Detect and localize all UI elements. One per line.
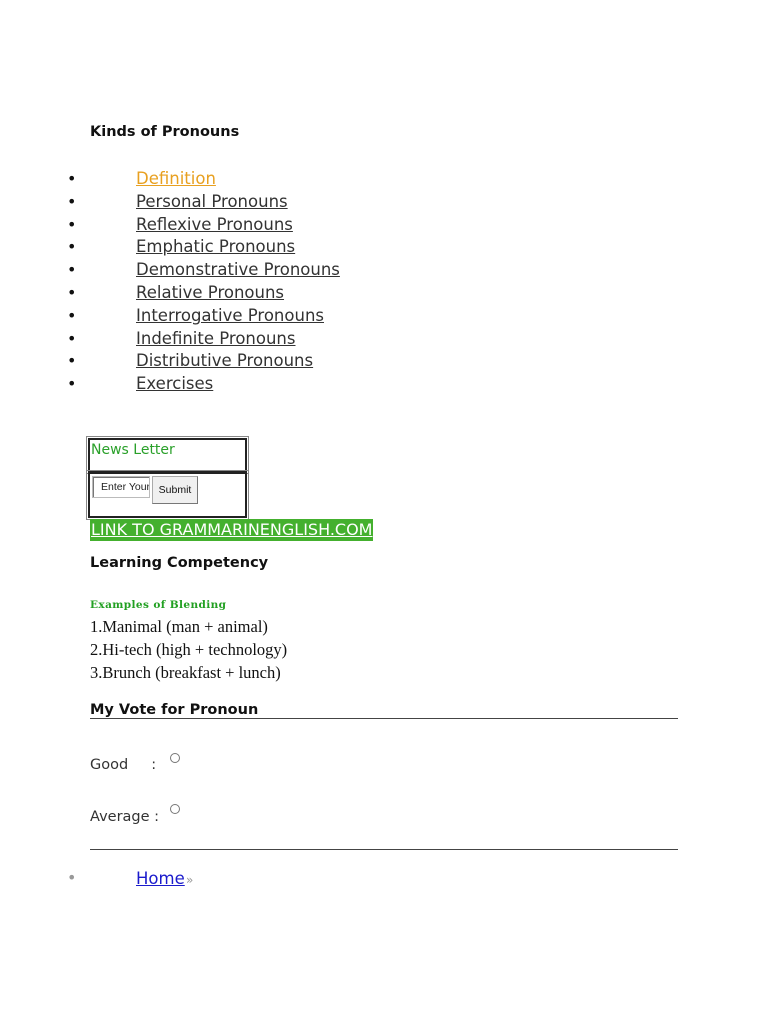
bullet-icon: • — [67, 191, 77, 211]
blending-title: Examples of Blending — [90, 599, 227, 611]
nav-link-indefinite-pronouns[interactable]: Indefinite Pronouns — [136, 328, 296, 348]
submit-label: Submit — [158, 484, 192, 496]
bullet-icon: • — [67, 169, 77, 188]
newsletter-title: News Letter — [91, 442, 175, 458]
bullet-icon: • — [67, 328, 77, 348]
bullet-icon: • — [67, 351, 77, 371]
nav-link-emphatic-pronouns[interactable]: Emphatic Pronouns — [136, 237, 296, 257]
vote-option-good-radio[interactable] — [170, 753, 180, 763]
nav-link-definition[interactable]: Definition — [136, 169, 216, 188]
vote-option-good-label: Good : — [90, 757, 157, 773]
bullet-icon: • — [67, 214, 77, 234]
nav-link-personal-pronouns[interactable]: Personal Pronouns — [136, 191, 288, 211]
newsletter-form-box — [88, 472, 247, 518]
bullet-icon: • — [67, 260, 77, 280]
nav-link-exercises[interactable]: Exercises — [136, 374, 214, 394]
kinds-heading: Kinds of Pronouns — [90, 124, 240, 140]
newsletter-title-box — [88, 438, 247, 472]
newsletter-submit-button[interactable] — [152, 476, 198, 504]
nav-link-interrogative-pronouns[interactable]: Interrogative Pronouns — [136, 305, 324, 325]
bullet-icon: • — [67, 237, 77, 257]
vote-top-divider — [90, 718, 678, 719]
link-to-grammarinenglish[interactable]: LINK TO GRAMMARINENGLISH.COM — [91, 520, 373, 539]
breadcrumb-separator: » — [186, 873, 194, 887]
nav-link-demonstrative-pronouns[interactable]: Demonstrative Pronouns — [136, 260, 340, 280]
nav-link-reflexive-pronouns[interactable]: Reflexive Pronouns — [136, 214, 293, 234]
bullet-icon: • — [67, 282, 77, 302]
vote-option-average-radio[interactable] — [170, 804, 180, 814]
breadcrumb-home-link[interactable]: Home — [136, 869, 185, 888]
bullet-icon: • — [67, 374, 77, 394]
bullet-icon: • — [67, 305, 77, 325]
vote-bottom-divider — [90, 849, 678, 850]
vote-heading: My Vote for Pronoun — [90, 702, 259, 718]
bullet-icon: • — [67, 868, 77, 887]
newsletter-email-input[interactable] — [92, 476, 150, 498]
nav-link-relative-pronouns[interactable]: Relative Pronouns — [136, 282, 285, 302]
blending-example: 2.Hi-tech (high + technology) — [90, 640, 288, 659]
learning-competency-heading: Learning Competency — [90, 555, 269, 571]
nav-link-distributive-pronouns[interactable]: Distributive Pronouns — [136, 351, 314, 371]
vote-option-average-label: Average : — [90, 809, 160, 825]
blending-example: 1.Manimal (man + animal) — [90, 617, 268, 636]
blending-example: 3.Brunch (breakfast + lunch) — [90, 663, 281, 682]
